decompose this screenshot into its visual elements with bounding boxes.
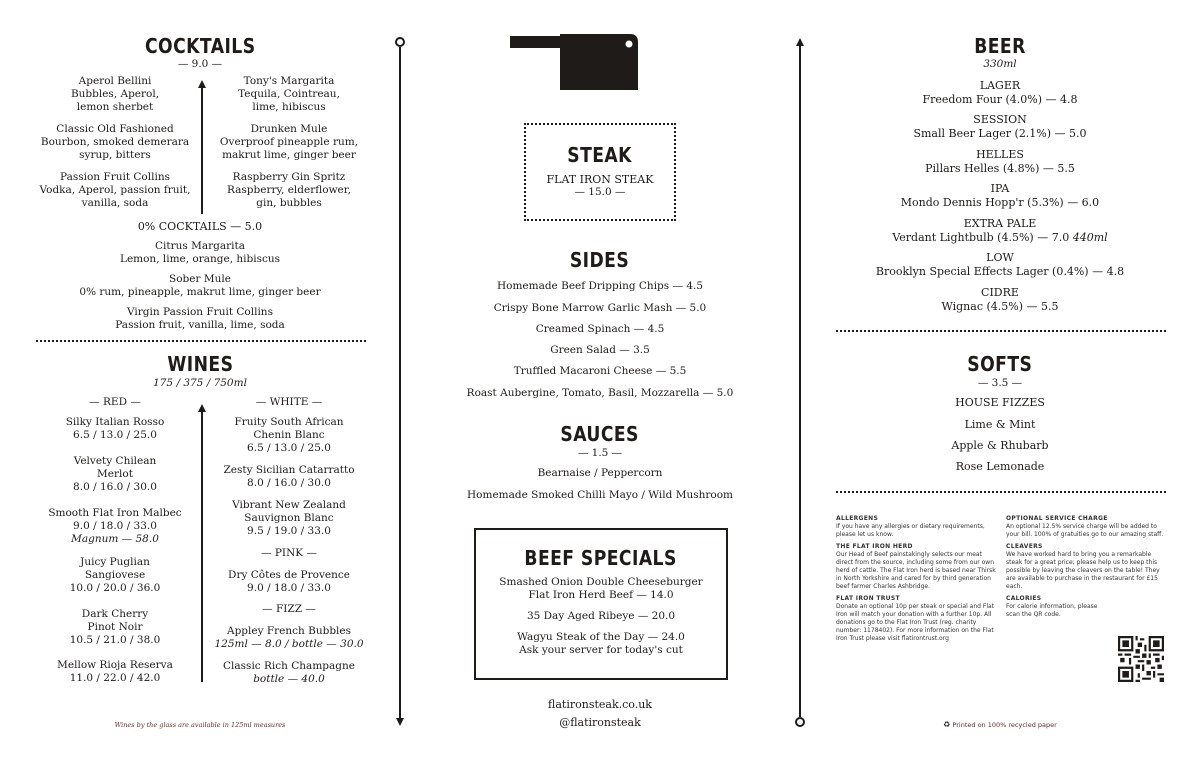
cocktail-item: Passion Fruit Collins Vodka, Aperol, passion fruit, vanilla, soda bbox=[39, 171, 191, 209]
side-item: Green Salad — 3.5 bbox=[550, 344, 650, 356]
zero-cocktails-title: 0% COCKTAILS — 5.0 bbox=[137, 220, 263, 233]
beef-specials-box bbox=[474, 528, 728, 680]
zero-cocktail-item: Virgin Passion Fruit Collins Passion fruit, vanilla, lime, soda bbox=[115, 306, 285, 331]
wine-item-pink: Dry Côtes de Provence 9.0 / 18.0 / 33.0 bbox=[228, 569, 350, 594]
column-divider bbox=[399, 47, 401, 720]
pink-label: — PINK — bbox=[261, 547, 317, 559]
softs-title: SOFTS bbox=[967, 352, 1033, 376]
wine-item-red: Juicy Puglian Sangiovese 10.0 / 20.0 / 36.0 bbox=[69, 556, 161, 594]
wine-item-white: Fruity South African Chenin Blanc 6.5 / 13.0 / 25.0 bbox=[234, 416, 344, 454]
side-item: Roast Aubergine, Tomato, Basil, Mozzarella — 5.0 bbox=[466, 387, 734, 399]
beer-item: EXTRA PALE Verdant Lightbulb (4.5%) — 7.0 440ml bbox=[892, 217, 1108, 244]
wine-item-fizz: Appley French Bubbles 125ml — 8.0 / bottle — 30.0 bbox=[214, 625, 364, 650]
arrow-up-icon bbox=[198, 80, 206, 88]
special-item-detail: Ask your server for today's cut bbox=[519, 644, 683, 656]
website-link[interactable]: flatironsteak.co.uk bbox=[548, 698, 652, 711]
wine-item-red: Smooth Flat Iron Malbec 9.0 / 18.0 / 33.0 Magnum — 58.0 bbox=[48, 507, 182, 545]
white-label: — WHITE — bbox=[255, 396, 323, 408]
divider-end-icon bbox=[795, 717, 805, 727]
divider-start-icon bbox=[395, 37, 405, 47]
arrow-down-icon bbox=[396, 718, 404, 726]
qr-code-icon[interactable] bbox=[1118, 636, 1164, 682]
side-item: Crispy Bone Marrow Garlic Mash — 5.0 bbox=[493, 302, 707, 314]
cocktail-item: Classic Old Fashioned Bourbon, smoked demerara syrup, bitters bbox=[40, 123, 190, 161]
arrow-up-icon bbox=[198, 404, 206, 412]
sauces-price: — 1.5 — bbox=[577, 447, 623, 459]
beer-item: HELLES Pillars Helles (4.8%) — 5.5 bbox=[925, 148, 1075, 175]
cocktail-item: Raspberry Gin Spritz Raspberry, elderflower, gin, bubbles bbox=[227, 171, 351, 209]
sides-title: SIDES bbox=[570, 248, 630, 272]
cocktail-item: Tony's Margarita Tequila, Cointreau, lime, hibiscus bbox=[238, 75, 340, 113]
fizz-label: — FIZZ — bbox=[262, 603, 316, 615]
cocktail-item: Aperol Bellini Bubbles, Aperol, lemon sherbet bbox=[70, 75, 160, 113]
sauces-title: SAUCES bbox=[560, 422, 640, 446]
info-left: ALLERGENS If you have any allergies or dietary requirements, please let us know. THE FLAT IRON HERD Our Head of Beef painstakingly selects our meat direct from the source, including some from our own herd of cattle. The Flat Iron herd is based near Thirsk in North Yorkshire and cared for by third generation beef farmer Charles Ashbridge. FLAT IRON TRUST Donate an optional 10p per steak or special and Flat Iron will match your donation with a further 10p. All donations go to the Flat Iron Trust (reg. charity number: 1178402). For more information on the Flat Iron Trust please visit flatirontrust.org bbox=[836, 515, 996, 642]
side-item: Homemade Beef Dripping Chips — 4.5 bbox=[496, 280, 704, 292]
sauce-item: Homemade Smoked Chilli Mayo / Wild Mushroom bbox=[467, 489, 733, 501]
beer-item: SESSION Small Beer Lager (2.1%) — 5.0 bbox=[913, 113, 1087, 140]
cleaver-icon bbox=[510, 34, 640, 94]
special-item: Smashed Onion Double Cheeseburger bbox=[499, 576, 703, 588]
column-divider bbox=[799, 44, 801, 717]
wines-sizes: 175 / 375 / 750ml bbox=[153, 377, 247, 389]
steak-box bbox=[524, 123, 676, 221]
beer-item: CIDRE Wignac (4.5%) — 5.5 bbox=[941, 286, 1059, 313]
section-divider bbox=[36, 340, 366, 342]
red-label: — RED — bbox=[89, 396, 141, 408]
beer-item: LOW Brooklyn Special Effects Lager (0.4%) — 4.8 bbox=[875, 251, 1125, 278]
side-item: Truffled Macaroni Cheese — 5.5 bbox=[513, 365, 687, 377]
cocktails-price: — 9.0 — bbox=[177, 58, 223, 70]
soft-item: Rose Lemonade bbox=[955, 460, 1045, 473]
wine-item-red: Dark Cherry Pinot Noir 10.5 / 21.0 / 38.0 bbox=[69, 608, 161, 646]
section-divider bbox=[836, 330, 1166, 332]
info-right: OPTIONAL SERVICE CHARGE An optional 12.5% service charge will be added to your bill. 100% of gratuities go to our amazing staff. CLEAVERS We have worked hard to bring you a remarkable steak for a great price; please help us to keep this possible by leaving the cleavers on the table! They are available to purchase in the restaurant for £15 each. CALORIES For calorie information, please scan the QR code. bbox=[1006, 515, 1164, 618]
steak-title: STEAK bbox=[567, 143, 633, 167]
soft-item: Lime & Mint bbox=[964, 418, 1036, 431]
zero-cocktail-item: Citrus Margarita Lemon, lime, orange, hibiscus bbox=[119, 240, 281, 265]
beer-item: LAGER Freedom Four (4.0%) — 4.8 bbox=[922, 79, 1078, 106]
sauce-item: Bearnaise / Peppercorn bbox=[537, 467, 663, 479]
special-item: 35 Day Aged Ribeye — 20.0 bbox=[526, 610, 676, 622]
cocktail-item: Drunken Mule Overproof pineapple rum, makrut lime, ginger beer bbox=[219, 123, 359, 161]
wine-item-red: Mellow Rioja Reserva 11.0 / 22.0 / 42.0 bbox=[57, 659, 173, 684]
softs-heading: HOUSE FIZZES bbox=[955, 396, 1045, 409]
cocktails-title: COCKTAILS bbox=[144, 34, 256, 58]
softs-price: — 3.5 — bbox=[977, 377, 1023, 389]
beer-size: 330ml bbox=[983, 58, 1017, 70]
wine-item-red: Silky Italian Rosso 6.5 / 13.0 / 25.0 bbox=[65, 416, 165, 441]
side-item: Creamed Spinach — 4.5 bbox=[535, 323, 665, 335]
wine-item-red: Velvety Chilean Merlot 8.0 / 16.0 / 30.0 bbox=[73, 455, 157, 493]
section-divider bbox=[836, 491, 1166, 493]
specials-title: BEEF SPECIALS bbox=[524, 546, 678, 570]
special-item: Wagyu Steak of the Day — 24.0 bbox=[517, 631, 685, 643]
wine-divider bbox=[201, 410, 203, 682]
wines-title: WINES bbox=[166, 352, 234, 376]
wine-item-white: Zesty Sicilian Catarratto 8.0 / 16.0 / 30.0 bbox=[223, 464, 355, 489]
recycled-note: ♻ Printed on 100% recycled paper bbox=[943, 720, 1057, 729]
social-handle[interactable]: @flatironsteak bbox=[559, 716, 641, 729]
wine-item-white: Vibrant New Zealand Sauvignon Blanc 9.5 / 19.0 / 33.0 bbox=[232, 499, 346, 537]
zero-cocktail-item: Sober Mule 0% rum, pineapple, makrut lime, ginger beer bbox=[79, 273, 321, 298]
wines-footnote: Wines by the glass are available in 125ml measures bbox=[114, 721, 286, 729]
steak-name: FLAT IRON STEAK bbox=[546, 173, 654, 186]
special-item-detail: Flat Iron Herd Beef — 14.0 bbox=[528, 589, 674, 601]
steak-price: — 15.0 — bbox=[574, 186, 626, 198]
soft-item: Apple & Rhubarb bbox=[951, 439, 1049, 452]
recycle-icon: ♻ bbox=[943, 720, 951, 729]
wine-item-fizz: Classic Rich Champagne bottle — 40.0 bbox=[223, 660, 355, 685]
beer-title: BEER bbox=[974, 34, 1026, 58]
beer-item: IPA Mondo Dennis Hopp'r (5.3%) — 6.0 bbox=[900, 182, 1100, 209]
cocktail-divider bbox=[201, 86, 203, 214]
